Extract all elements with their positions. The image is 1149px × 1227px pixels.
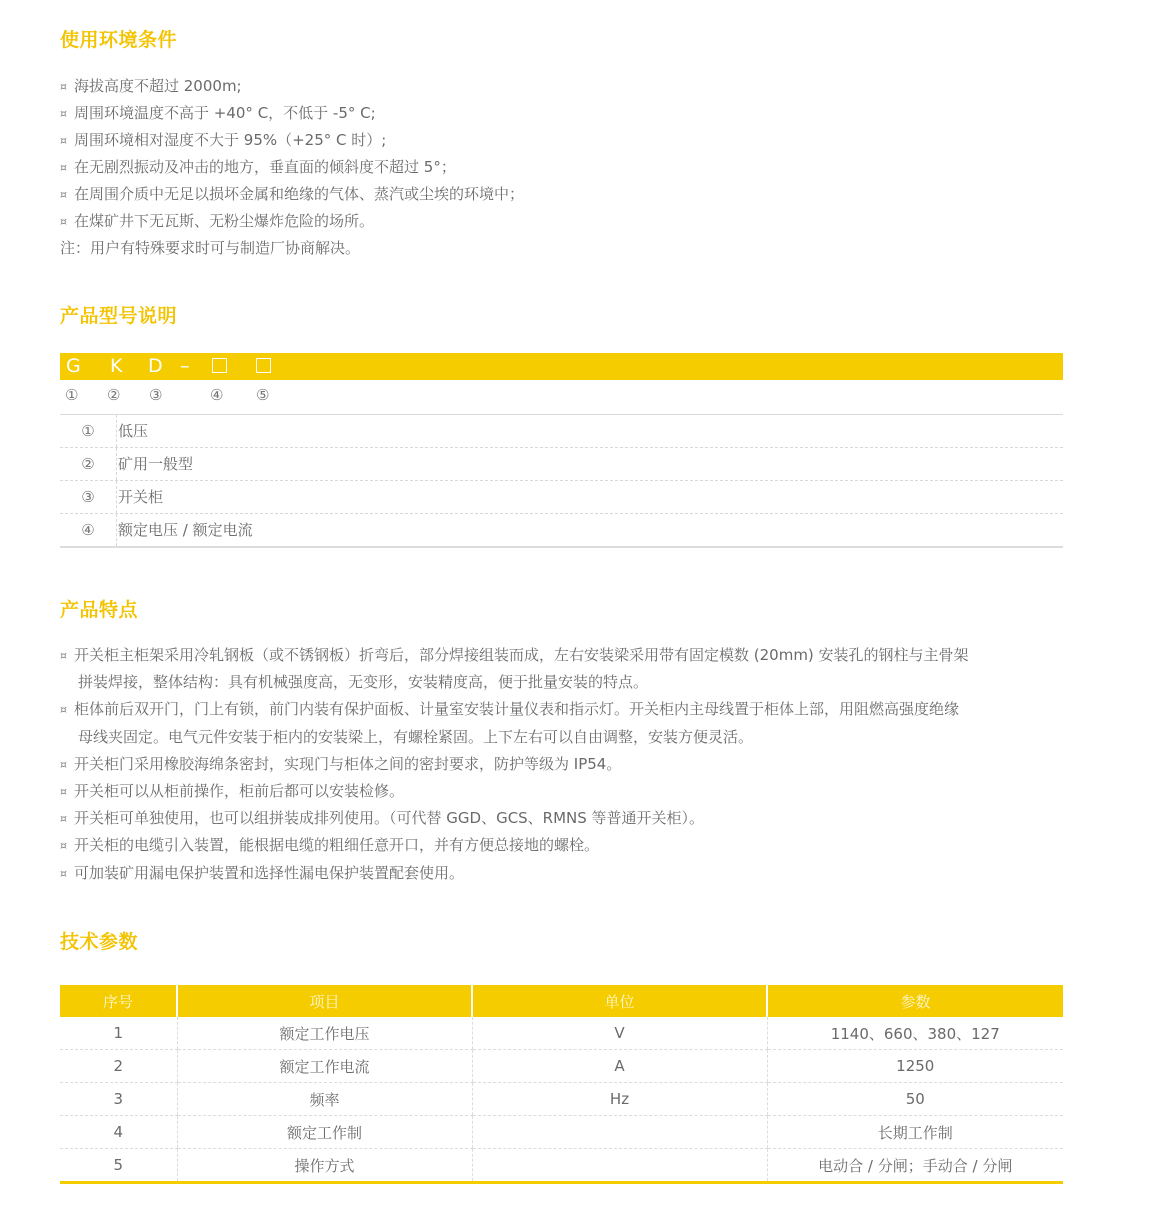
code-number: ③ <box>149 386 163 404</box>
cell-unit: A <box>472 1050 767 1083</box>
cell-item: 操作方式 <box>177 1149 472 1183</box>
table-row <box>60 1050 1063 1083</box>
env-section-title: 使用环境条件 <box>60 29 178 51</box>
placeholder-box-icon <box>256 358 271 373</box>
bullet-icon: ¤ <box>60 839 67 853</box>
bullet-icon: ¤ <box>60 649 67 662</box>
bullet-icon: ¤ <box>60 161 67 174</box>
features-section-title: 产品特点 <box>60 599 139 621</box>
header-item: 项目 <box>177 985 472 1017</box>
cell-item: 额定工作电压 <box>177 1017 472 1050</box>
feature-item: ¤ 可加装矿用漏电保护装置和选择性漏电保护装置配套使用。 <box>60 860 1070 887</box>
cell-index: 4 <box>60 1116 177 1149</box>
code-char-d: D <box>148 355 163 377</box>
cell-param: 50 <box>767 1083 1063 1116</box>
code-table-row <box>60 448 1063 481</box>
bullet-icon: ¤ <box>60 703 67 717</box>
code-value: 矿用一般型 <box>118 455 194 473</box>
model-code-bar <box>60 353 1063 380</box>
env-note: 注：用户有特殊要求时可与制造厂协商解决。 <box>60 239 361 257</box>
header-param: 参数 <box>767 985 1063 1017</box>
cell-index: 5 <box>60 1149 177 1183</box>
code-dash: – <box>180 355 190 377</box>
env-item: ¤ 在煤矿井下无瓦斯、无粉尘爆炸危险的场所。 <box>60 208 524 235</box>
header-unit: 单位 <box>472 985 767 1017</box>
feature-item: ¤ 开关柜可单独使用，也可以组拼装成排列使用。（可代替 GGD、GCS、RMNS 等普通开关柜）。 <box>60 805 1070 832</box>
bullet-icon: ¤ <box>60 757 67 771</box>
cell-item: 额定工作制 <box>177 1116 472 1149</box>
bullet-icon: ¤ <box>60 215 67 228</box>
table-row <box>60 1116 1063 1149</box>
table-row <box>60 1083 1063 1116</box>
code-value: 低压 <box>118 422 149 440</box>
env-list <box>60 73 524 262</box>
code-key: ④ <box>60 514 117 546</box>
bullet-icon: ¤ <box>60 785 67 799</box>
code-table-row <box>60 415 1063 448</box>
table-row <box>60 1149 1063 1183</box>
features-list <box>60 642 1070 887</box>
code-number: ② <box>107 386 121 404</box>
bullet-icon: ¤ <box>60 812 67 826</box>
env-item: ¤ 周围环境温度不高于 +40° C，不低于 -5° C; <box>60 100 524 127</box>
cell-param: 电动合 / 分闸；手动合 / 分闸 <box>767 1149 1063 1183</box>
header-index: 序号 <box>60 985 177 1017</box>
code-number: ④ <box>210 386 224 404</box>
code-key: ② <box>60 448 117 480</box>
model-section-title: 产品型号说明 <box>60 305 178 327</box>
code-number: ① <box>65 386 79 404</box>
cell-index: 3 <box>60 1083 177 1116</box>
cell-unit <box>472 1116 767 1149</box>
feature-item: ¤ 开关柜的电缆引入装置，能根据电缆的粗细任意开口，并有方便总接地的螺栓。 <box>60 832 1070 859</box>
code-char-k: K <box>110 355 123 377</box>
code-table-row <box>60 514 1063 546</box>
placeholder-box-icon <box>212 358 227 373</box>
cell-unit: Hz <box>472 1083 767 1116</box>
bullet-icon: ¤ <box>60 188 67 201</box>
feature-item: ¤ 开关柜主柜架采用冷轧钢板（或不锈钢板）折弯后，部分焊接组装而成，左右安装梁采用带有固定模数 (20mm) 安装孔的钢柱与主骨架 拼装焊接，整体结构：具有机械强度高，无变形，安装精度高，便于批量安装的特点。 <box>60 642 1070 696</box>
bullet-icon: ¤ <box>60 80 67 93</box>
tech-section-title: 技术参数 <box>60 931 139 953</box>
tech-params-table <box>60 985 1063 1184</box>
env-item: ¤ 在周围介质中无足以损坏金属和绝缘的气体、蒸汽或尘埃的环境中； <box>60 181 524 208</box>
env-item: ¤ 海拔高度不超过 2000m; <box>60 73 524 100</box>
cell-index: 1 <box>60 1017 177 1050</box>
cell-unit: V <box>472 1017 767 1050</box>
code-number: ⑤ <box>256 386 270 404</box>
table-header-row <box>60 985 1063 1017</box>
bullet-icon: ¤ <box>60 866 67 880</box>
env-item: ¤ 在无剧烈振动及冲击的地方，垂直面的倾斜度不超过 5°； <box>60 154 524 181</box>
code-key: ③ <box>60 481 117 513</box>
cell-item: 频率 <box>177 1083 472 1116</box>
cell-item: 额定工作电流 <box>177 1050 472 1083</box>
bullet-icon: ¤ <box>60 107 67 120</box>
code-value: 额定电压 / 额定电流 <box>118 521 253 539</box>
feature-item: ¤ 开关柜可以从柜前操作，柜前后都可以安装检修。 <box>60 778 1070 805</box>
cell-param: 长期工作制 <box>767 1116 1063 1149</box>
env-item: ¤ 周围环境相对湿度不大于 95%（+25° C 时）; <box>60 127 524 154</box>
cell-param: 1140、660、380、127 <box>767 1017 1063 1050</box>
feature-item: ¤ 柜体前后双开门，门上有锁，前门内装有保护面板、计量室安装计量仪表和指示灯。开关柜内主母线置于柜体上部，用阻燃高强度绝缘 母线夹固定。电气元件安装于柜内的安装梁上，有螺栓紧固。上下左右可以自由调整，安装方便灵活。 <box>60 696 1070 750</box>
bullet-icon: ¤ <box>60 134 67 147</box>
code-table-row <box>60 481 1063 514</box>
code-value: 开关柜 <box>118 488 164 506</box>
code-key: ① <box>60 415 117 447</box>
cell-index: 2 <box>60 1050 177 1083</box>
cell-unit <box>472 1149 767 1183</box>
feature-item: ¤ 开关柜门采用橡胶海绵条密封，实现门与柜体之间的密封要求，防护等级为 IP54。 <box>60 751 1070 778</box>
cell-param: 1250 <box>767 1050 1063 1083</box>
model-code-table <box>60 414 1063 548</box>
table-row <box>60 1017 1063 1050</box>
code-char-g: G <box>66 355 81 377</box>
